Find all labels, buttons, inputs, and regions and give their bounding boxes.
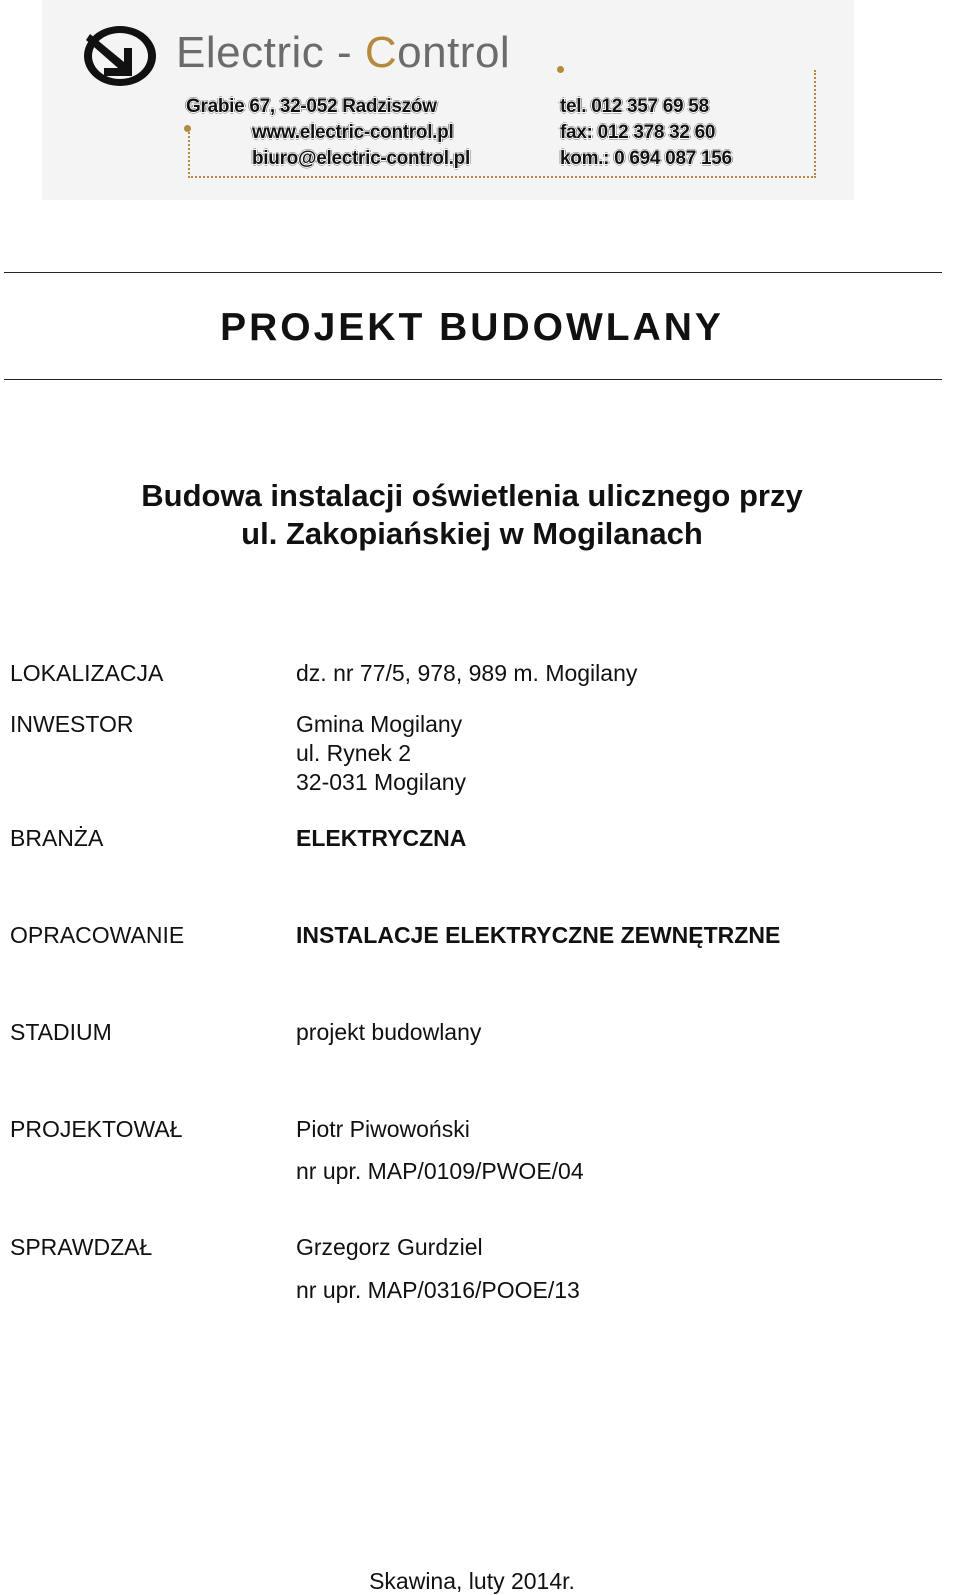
project-subtitle-line-1: Budowa instalacji oświetlenia ulicznego przy bbox=[141, 478, 803, 513]
label-inwestor: INWESTOR bbox=[10, 711, 134, 737]
company-name: Electric - Control bbox=[176, 28, 511, 77]
value-branza: ELEKTRYCZNA bbox=[296, 825, 467, 851]
value-stadium: projekt budowlany bbox=[296, 1019, 482, 1045]
value-opracowanie: INSTALACJE ELEKTRYCZNE ZEWNĘTRZNE bbox=[296, 922, 781, 948]
decorative-dot bbox=[184, 125, 191, 132]
contact-frame-edge bbox=[188, 132, 190, 178]
value-sprawdzal-name: Grzegorz Gurdziel bbox=[296, 1234, 483, 1260]
company-mobile: kom.: 0 694 087 156 bbox=[560, 148, 732, 169]
label-projektowal: PROJEKTOWAŁ bbox=[10, 1116, 183, 1142]
title-rule-bottom bbox=[4, 379, 942, 380]
value-sprawdzal-license: nr upr. MAP/0316/POOE/13 bbox=[296, 1277, 580, 1303]
label-stadium: STADIUM bbox=[10, 1019, 112, 1045]
place-and-date: Skawina, luty 2014r. bbox=[369, 1568, 575, 1594]
value-inwestor-city: 32-031 Mogilany bbox=[296, 769, 467, 795]
project-subtitle-line-2: ul. Zakopiańskiej w Mogilanach bbox=[241, 516, 703, 551]
title-rule-top bbox=[4, 272, 942, 273]
label-opracowanie: OPRACOWANIE bbox=[10, 922, 185, 948]
company-website: www.electric-control.pl bbox=[252, 122, 454, 143]
value-projektowal-name: Piotr Piwowoński bbox=[296, 1116, 470, 1142]
label-branza: BRANŻA bbox=[10, 825, 104, 851]
value-inwestor-street: ul. Rynek 2 bbox=[296, 740, 412, 766]
value-inwestor-name: Gmina Mogilany bbox=[296, 711, 463, 737]
value-projektowal-license: nr upr. MAP/0109/PWOE/04 bbox=[296, 1158, 584, 1184]
company-email: biuro@electric-control.pl bbox=[252, 148, 470, 169]
company-logo-icon bbox=[80, 22, 160, 90]
label-sprawdzal: SPRAWDZAŁ bbox=[10, 1234, 153, 1260]
company-address: Grabie 67, 32-052 Radziszów bbox=[186, 96, 437, 117]
document-title: PROJEKT BUDOWLANY bbox=[220, 306, 724, 349]
value-lokalizacja: dz. nr 77/5, 978, 989 m. Mogilany bbox=[296, 660, 638, 686]
company-fax: fax: 012 378 32 60 bbox=[560, 122, 716, 143]
label-lokalizacja: LOKALIZACJA bbox=[10, 660, 164, 686]
company-phone: tel. 012 357 69 58 bbox=[560, 96, 709, 117]
